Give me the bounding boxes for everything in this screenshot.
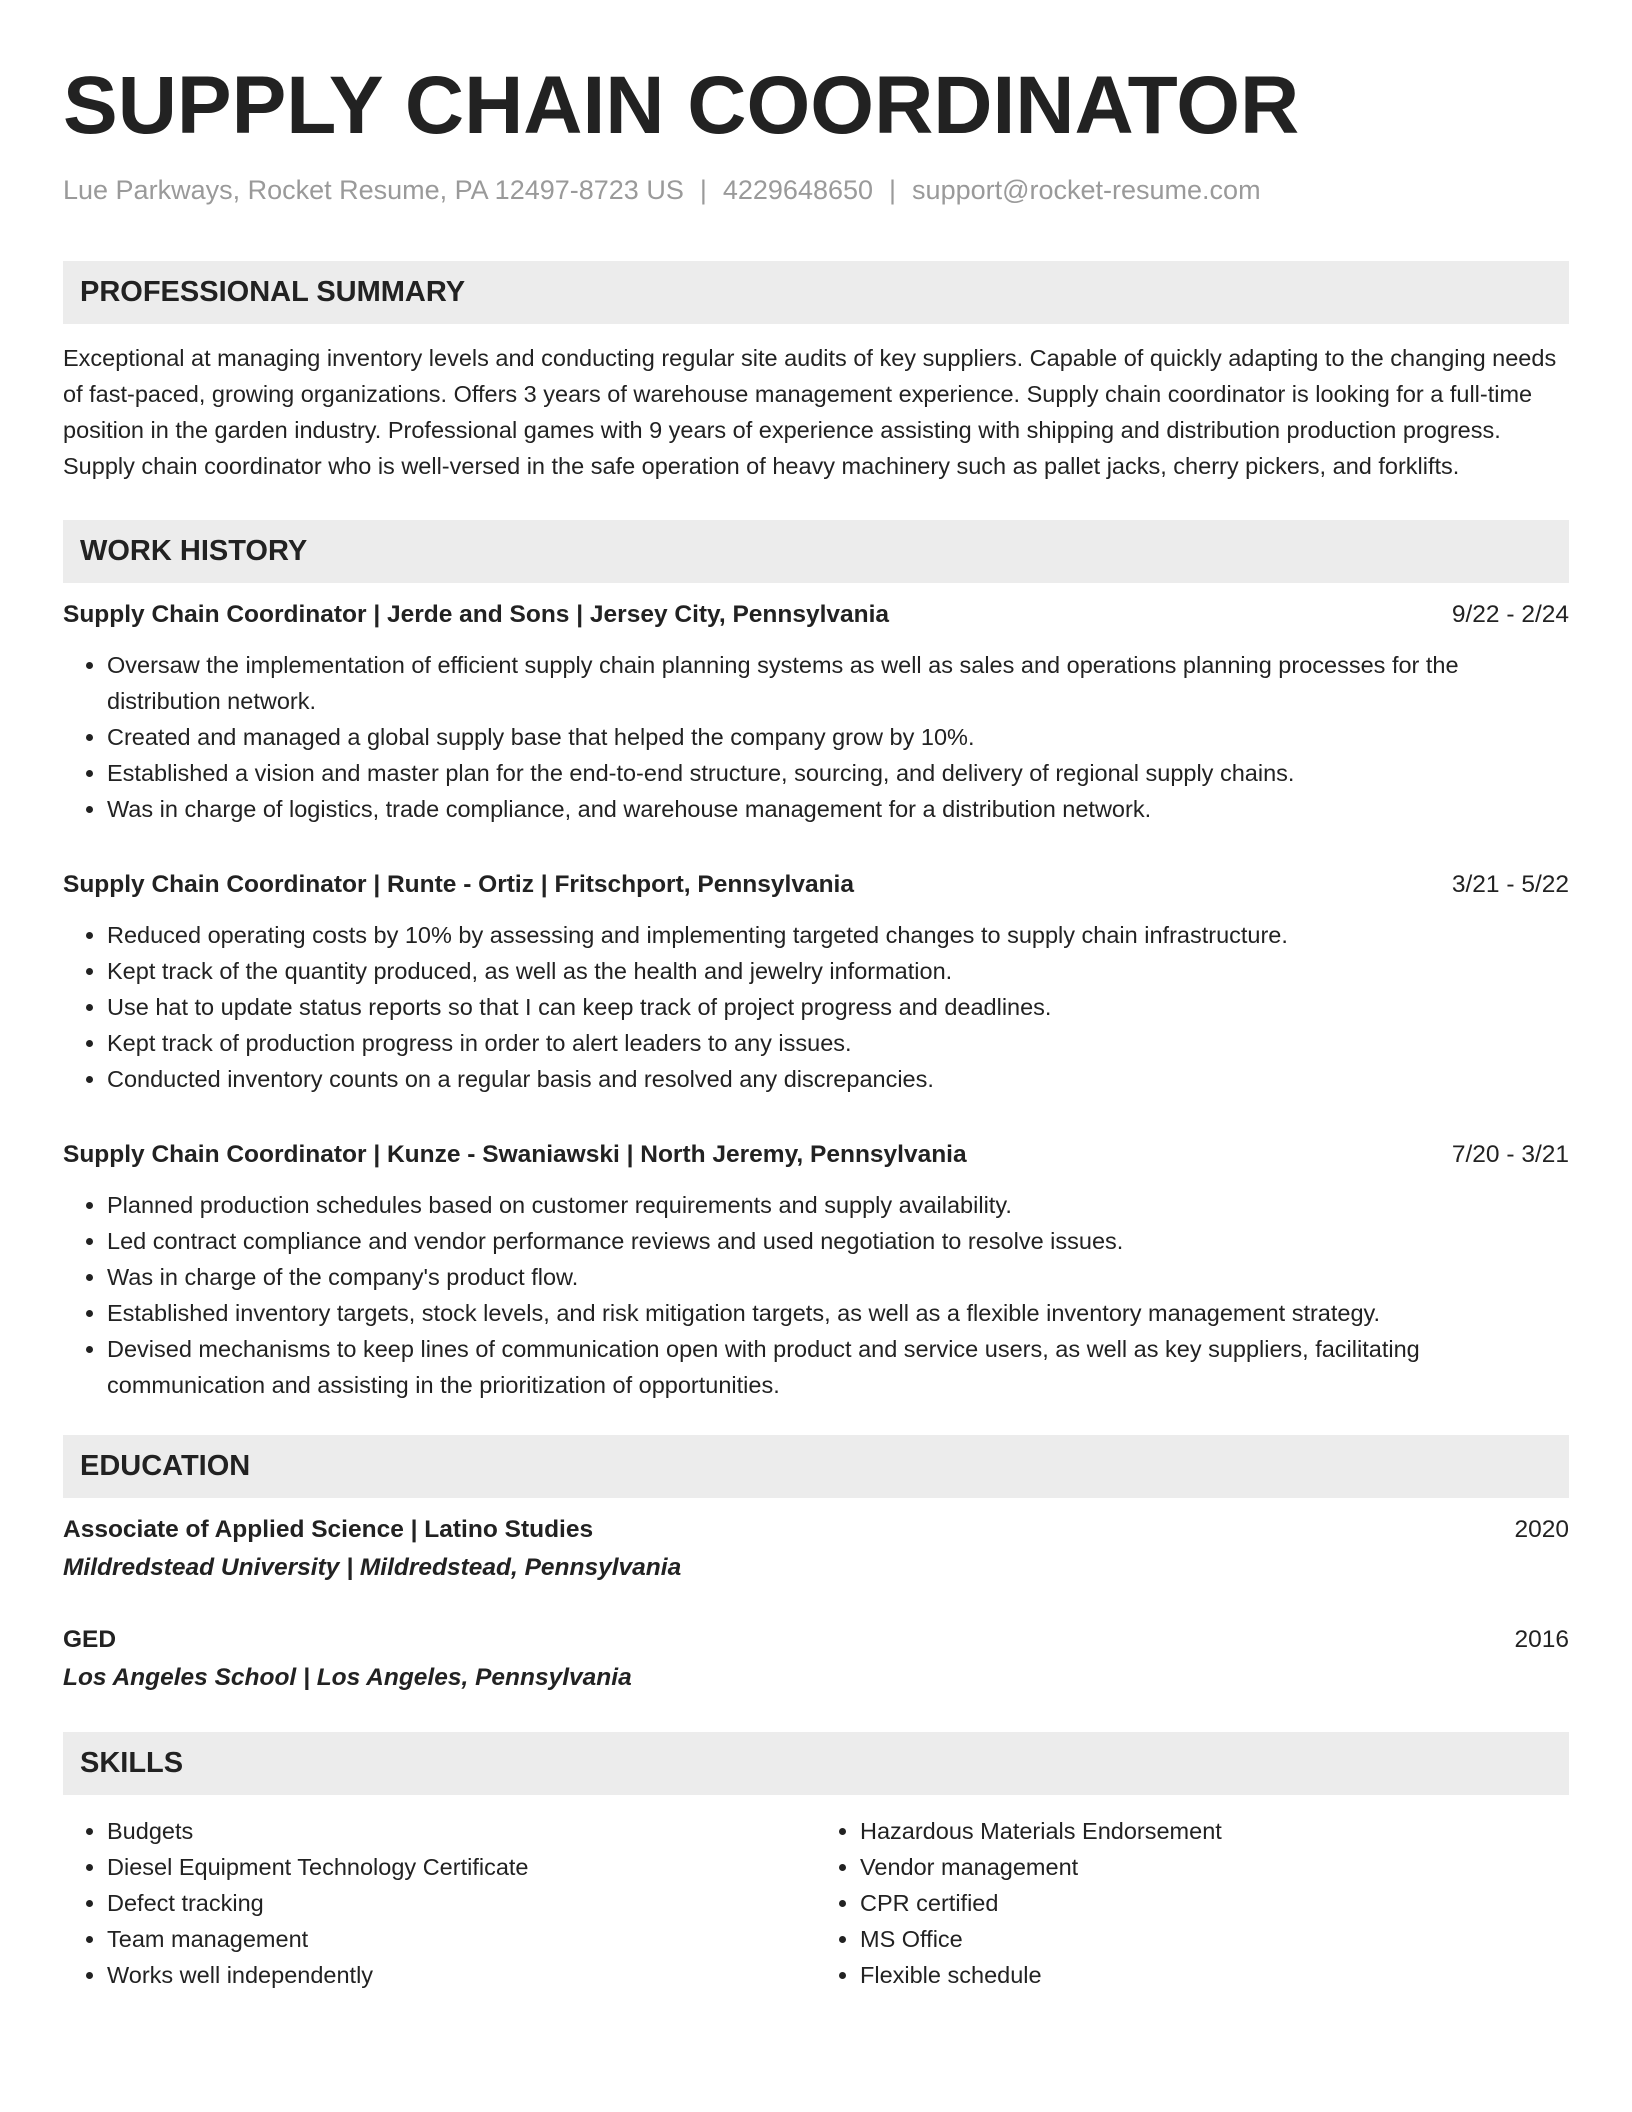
education-year: 2016 [1514,1626,1569,1653]
job-bullets [63,1187,1569,1403]
job-bullet: • Oversaw the implementation of efficient supply chain planning systems as well as sales and operations planning processes for the distribution network. [107,647,1569,719]
job-bullet: • Kept track of the quantity produced, as well as the health and jewelry information. [107,953,1569,989]
skill-item: • Team management [107,1921,816,1957]
skills-list [63,1813,1569,1993]
skill-item: • Diesel Equipment Technology Certificate [107,1849,816,1885]
job-dates: 9/22 - 2/24 [1451,601,1569,628]
education-header [63,1622,1569,1658]
section-header-skills: SKILLS [63,1732,1569,1795]
job-bullet: • Established inventory targets, stock levels, and risk mitigation targets, as well as a flexible inventory management strategy. [107,1295,1569,1331]
skill-item: • CPR certified [860,1885,1569,1921]
job-dates: 7/20 - 3/21 [1451,1141,1569,1168]
skill-item: • MS Office [860,1921,1569,1957]
education-degree: GED [63,1626,117,1653]
job-entry [63,1137,1569,1403]
summary-text: Exceptional at managing inventory levels and conducting regular site audits of key suppliers. Capable of quickly adapting to the changing needs of fast-paced, growing organizations. Offers 3 years of warehouse management experience. Supply chain coordinator is looking for a full-time position in the garden industry. Professional games with 9 years of experience assisting with shipping and distribution production progress. Supply chain coordinator who is well-versed in the safe operation of heavy machinery such as pallet jacks, cherry pickers, and forklifts. [63,345,1557,479]
job-entry [63,867,1569,1097]
skill-item: • Vendor management [860,1849,1569,1885]
job-bullet: • Use hat to update status reports so that I can keep track of project progress and deadlines. [107,989,1569,1025]
education-entry [63,1622,1569,1696]
job-title: Supply Chain Coordinator | Jerde and Sons | Jersey City, Pennsylvania [63,601,890,628]
contact-address: Lue Parkways, Rocket Resume, PA 12497-8723 US [63,175,684,205]
education-school: Mildredstead University | Mildredstead, Pennsylvania [63,1554,682,1581]
job-bullet: • Conducted inventory counts on a regular basis and resolved any discrepancies. [107,1061,1569,1097]
section-header-summary: PROFESSIONAL SUMMARY [63,261,1569,324]
education-entry [63,1512,1569,1586]
skill-item: • Works well independently [107,1957,816,1993]
contact-email: support@rocket-resume.com [912,175,1261,205]
job-header [63,597,1569,633]
job-bullets [63,917,1569,1097]
candidate-name: SUPPLY CHAIN COORDINATOR [63,60,1300,151]
education-header [63,1512,1569,1548]
education-year: 2020 [1514,1516,1569,1543]
skill-item: • Flexible schedule [860,1957,1569,1993]
skills-column-left [63,1813,816,1993]
job-bullet: • Created and managed a global supply base that helped the company grow by 10%. [107,719,1569,755]
education-degree: Associate of Applied Science | Latino Studies [63,1516,594,1543]
skill-item: • Budgets [107,1813,816,1849]
contact-phone: 4229648650 [722,175,874,205]
section-header-work-history: WORK HISTORY [63,520,1569,583]
job-title: Supply Chain Coordinator | Kunze - Swaniawski | North Jeremy, Pennsylvania [63,1141,967,1168]
contact-separator: | [889,175,897,205]
skill-item: • Hazardous Materials Endorsement [860,1813,1569,1849]
skill-item: • Defect tracking [107,1885,816,1921]
job-header [63,1137,1569,1173]
job-header [63,867,1569,903]
section-header-education: EDUCATION [63,1435,1569,1498]
job-entry [63,597,1569,827]
job-bullet: • Reduced operating costs by 10% by assessing and implementing targeted changes to supply chain infrastructure. [107,917,1569,953]
job-bullet: • Led contract compliance and vendor performance reviews and used negotiation to resolve issues. [107,1223,1569,1259]
contact-line [63,172,1569,208]
job-title: Supply Chain Coordinator | Runte - Ortiz | Fritschport, Pennsylvania [63,871,854,898]
job-bullet: • Kept track of production progress in order to alert leaders to any issues. [107,1025,1569,1061]
skills-column-right [816,1813,1569,1993]
job-bullet: • Established a vision and master plan for the end-to-end structure, sourcing, and delivery of regional supply chains. [107,755,1569,791]
education-school: Los Angeles School | Los Angeles, Pennsylvania [63,1664,632,1691]
job-dates: 3/21 - 5/22 [1451,871,1569,898]
contact-separator: | [699,175,707,205]
job-bullet: • Was in charge of logistics, trade compliance, and warehouse management for a distribution network. [107,791,1569,827]
job-bullets [63,647,1569,827]
job-bullet: • Planned production schedules based on customer requirements and supply availability. [107,1187,1569,1223]
job-bullet: • Was in charge of the company's product flow. [107,1259,1569,1295]
job-bullet: • Devised mechanisms to keep lines of communication open with product and service users, as well as key suppliers, facilitating communication and assisting in the prioritization of opportunities. [107,1331,1569,1403]
